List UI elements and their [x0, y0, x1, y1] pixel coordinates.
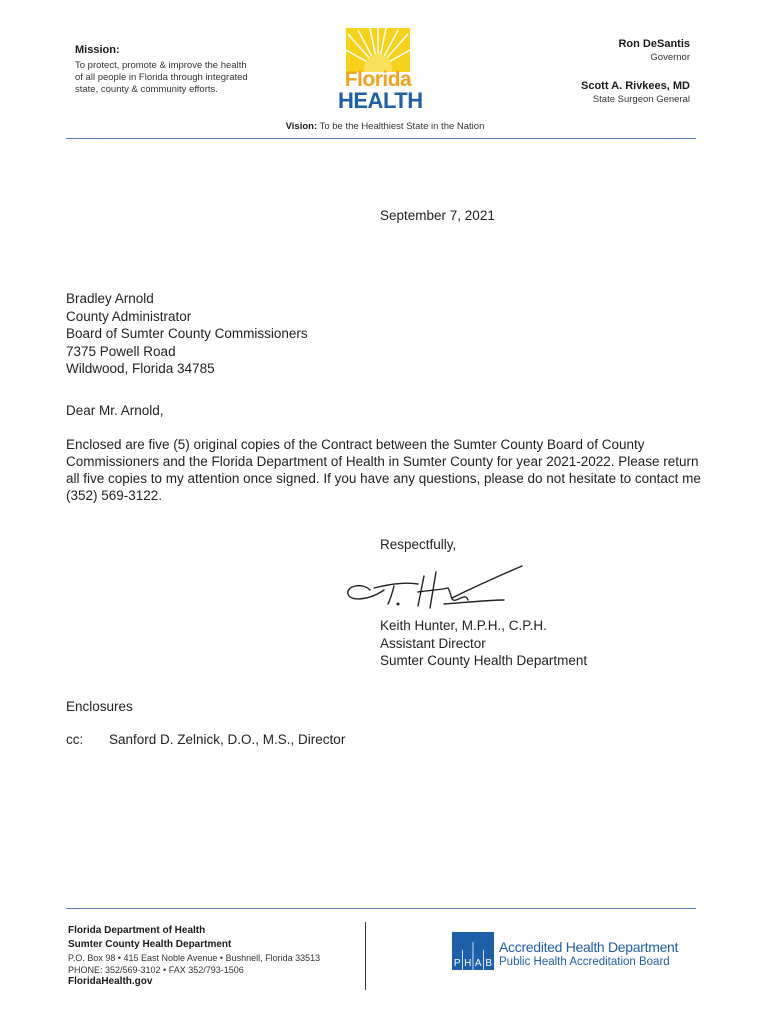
letter-date: September 7, 2021 — [380, 208, 495, 223]
vision-statement — [0, 121, 770, 132]
recipient-address — [66, 290, 308, 378]
address-line: 7375 Powell Road — [66, 343, 176, 359]
footer-phone: PHONE: 352/569-3102 • FAX 352/793-1506 — [68, 965, 244, 975]
salutation: Dear Mr. Arnold, — [66, 403, 164, 418]
closing: Respectfully, — [380, 537, 457, 552]
letter-body: Enclosed are five (5) original copies of the Contract between the Sumter County Board of County Commissioners and the Florida Department of Health in Sumter County for year 2021-2022. Please return all five copies to my attention once signed. If you have any questions, please do not hesitate to contact me (352) 569-3122. — [66, 437, 701, 503]
phab-letter: A — [474, 958, 482, 969]
phab-logo-icon — [452, 932, 494, 970]
footer-contact — [68, 952, 320, 976]
governor-name: Ron DeSantis — [618, 38, 690, 50]
logo-wordmark-health: HEALTH — [338, 88, 423, 113]
mission-title: Mission: — [75, 44, 120, 56]
vision-text: To be the Healthiest State in the Nation — [319, 121, 485, 132]
footer-website[interactable]: FloridaHealth.gov — [68, 976, 153, 987]
phab-letter: H — [464, 958, 472, 969]
handwritten-signature — [340, 560, 530, 620]
vision-label: Vision: — [285, 121, 318, 132]
footer-divider — [66, 908, 696, 909]
surgeon-general-title: State Surgeon General — [592, 94, 690, 105]
signer-block — [380, 617, 587, 670]
enclosures-note: Enclosures — [66, 699, 133, 714]
footer-org-line: Florida Department of Health — [68, 925, 206, 936]
phab-letter: B — [485, 958, 493, 969]
address-line: Bradley Arnold — [66, 291, 154, 306]
logo-wordmark-florida: Florida — [344, 68, 412, 91]
footer-org-line: Sumter County Health Department — [68, 939, 232, 950]
address-line: Board of Sumter County Commissioners — [66, 326, 308, 341]
header-divider — [66, 138, 696, 139]
accreditation-title: Accredited Health Department — [499, 939, 679, 955]
signer-title: Assistant Director — [380, 635, 486, 651]
address-line: County Administrator — [66, 308, 192, 324]
cc-label: cc: — [66, 732, 84, 747]
surgeon-general-name: Scott A. Rivkees, MD — [580, 80, 690, 92]
governor-title: Governor — [650, 52, 690, 63]
footer-address: P.O. Box 98 • 415 East Noble Avenue • Bushnell, Florida 33513 — [68, 953, 321, 963]
cc-recipient: Sanford D. Zelnick, D.O., M.S., Director — [109, 732, 346, 747]
sun-icon — [346, 28, 410, 72]
footer-organization — [68, 924, 231, 952]
mission-statement: To protect, promote & improve the health of all people in Florida through integrated state, county & community efforts. — [75, 60, 248, 95]
signer-name: Keith Hunter, M.P.H., C.P.H. — [380, 618, 547, 633]
phab-letter: P — [453, 958, 461, 969]
accreditation-board: Public Health Accreditation Board — [499, 956, 670, 968]
address-line: Wildwood, Florida 34785 — [66, 361, 215, 376]
florida-health-logo — [338, 28, 423, 113]
signer-department: Sumter County Health Department — [380, 653, 588, 668]
footer-vertical-divider — [365, 922, 366, 990]
